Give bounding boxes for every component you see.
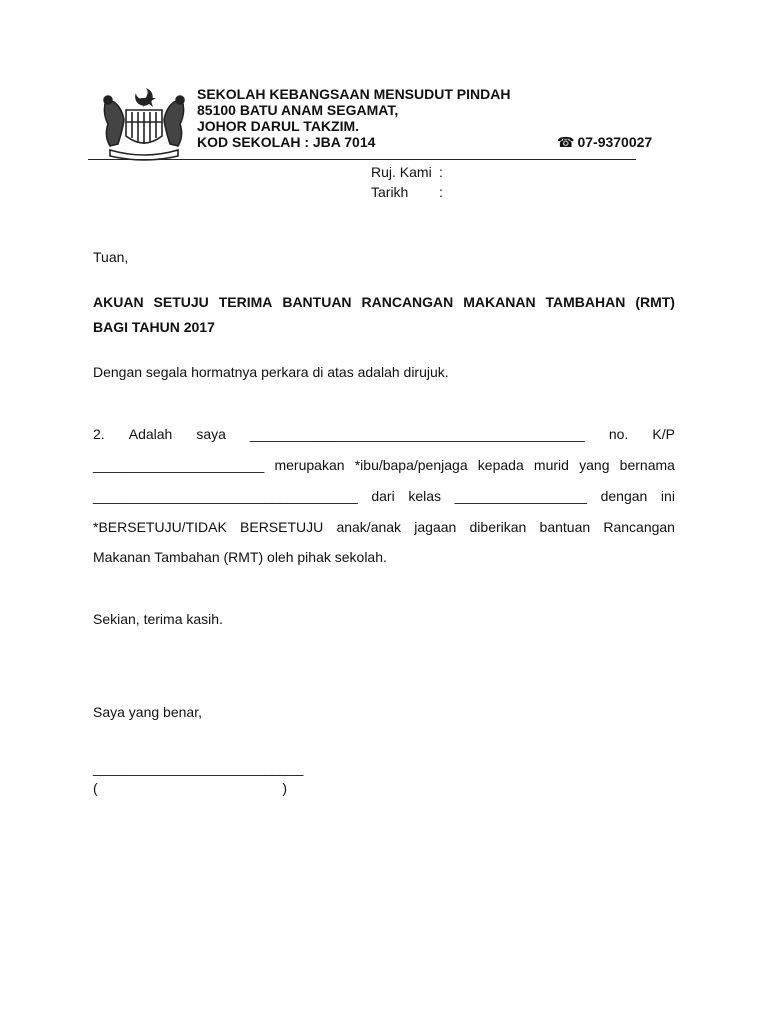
school-code: KOD SEKOLAH : JBA 7014 xyxy=(197,134,376,150)
paragraph-2-line-1-word: saya xyxy=(196,426,226,442)
paragraph-2-line-5: Makanan Tambahan (RMT) oleh pihak sekolah. xyxy=(93,549,387,565)
subject-line-1-word: SETUJU xyxy=(153,294,209,310)
paragraph-2-line-4 xyxy=(93,518,675,536)
salutation: Tuan, xyxy=(93,249,129,265)
paragraph-2-line-3-word: ini xyxy=(660,488,675,504)
school-address-line1: 85100 BATU ANAM SEGAMAT, xyxy=(197,102,399,118)
paragraph-2-line-2-word: murid xyxy=(533,457,569,473)
paragraph-2-line-1-word: no. xyxy=(608,426,629,442)
subject-line-1-word: MAKANAN xyxy=(463,294,536,310)
date-label: Tarikh xyxy=(371,184,409,200)
paragraph-2-line-3-word: _________________ xyxy=(454,488,587,504)
telephone-icon: ☎ xyxy=(557,134,575,150)
paragraph-2-line-3-word: dengan xyxy=(600,488,648,504)
paragraph-2-line-4-word: diberikan xyxy=(469,519,527,535)
paragraph-2-line-2-word: *ibu/bapa/penjaga xyxy=(354,457,468,473)
paragraph-2-line-3 xyxy=(93,487,675,505)
subject-line-1-word: RANCANGAN xyxy=(361,294,454,310)
paragraph-2-line-2-word: bernama xyxy=(619,457,675,473)
paragraph-2-line-1 xyxy=(93,425,675,443)
signatory-name-brackets xyxy=(93,779,287,797)
paragraph-2-line-2-word: yang xyxy=(579,457,610,473)
subject-line-1 xyxy=(93,293,675,311)
letterhead-divider xyxy=(88,159,636,160)
date-colon: : xyxy=(439,184,443,200)
paragraph-2-line-4-word: jagaan xyxy=(414,519,457,535)
paragraph-2-line-4-word: BERSETUJU xyxy=(240,519,324,535)
subject-line-1-word: (RMT) xyxy=(635,294,675,310)
paragraph-2-line-2-word: ______________________ xyxy=(93,457,265,473)
paragraph-2-line-1-word: 2. xyxy=(93,426,105,442)
name-close-bracket: ) xyxy=(282,780,287,796)
reference-label: Ruj. Kami xyxy=(371,164,432,180)
phone-number: 07-9370027 xyxy=(577,134,653,150)
paragraph-2-line-4-word: bantuan xyxy=(539,519,591,535)
paragraph-2-line-1-word: K/P xyxy=(652,426,675,442)
reference-colon: : xyxy=(439,164,443,180)
paragraph-2-line-3-word: __________________________________ xyxy=(93,488,358,504)
closing-line: Sekian, terima kasih. xyxy=(93,611,223,627)
signoff-line: Saya yang benar, xyxy=(93,704,202,720)
subject-line-1-word: TAMBAHAN xyxy=(545,294,626,310)
paragraph-2-line-4-word: *BERSETUJU/TIDAK xyxy=(93,519,227,535)
paragraph-2-line-4-word: anak/anak xyxy=(336,519,402,535)
paragraph-2-line-2 xyxy=(93,456,675,474)
paragraph-2-line-3-word: dari xyxy=(371,488,395,504)
date-row xyxy=(371,183,443,201)
reference-row xyxy=(371,163,443,181)
paragraph-2-line-2-word: kepada xyxy=(477,457,524,473)
paragraph-2-line-1-word: ___________________________________________ xyxy=(250,426,585,442)
subject-line-1-word: TERIMA xyxy=(218,294,273,310)
coat-of-arms-icon xyxy=(96,86,192,162)
school-address-line2: JOHOR DARUL TAKZIM. xyxy=(197,118,360,134)
subject-line-1-word: AKUAN xyxy=(93,294,144,310)
paragraph-2-line-4-word: Rancangan xyxy=(603,519,675,535)
signature-line: ___________________________ xyxy=(93,760,304,776)
subject-line-1-word: BANTUAN xyxy=(282,294,352,310)
paragraph-2-line-3-word: kelas xyxy=(408,488,441,504)
school-name: SEKOLAH KEBANGSAAN MENSUDUT PINDAH xyxy=(197,86,511,102)
name-open-bracket: ( xyxy=(93,780,98,796)
intro-paragraph: Dengan segala hormatnya perkara di atas adalah dirujuk. xyxy=(93,364,449,380)
subject-line-2: BAGI TAHUN 2017 xyxy=(93,319,215,335)
paragraph-2-line-1-word: Adalah xyxy=(128,426,173,442)
paragraph-2-line-2-word: merupakan xyxy=(274,457,345,473)
school-phone xyxy=(557,134,652,150)
